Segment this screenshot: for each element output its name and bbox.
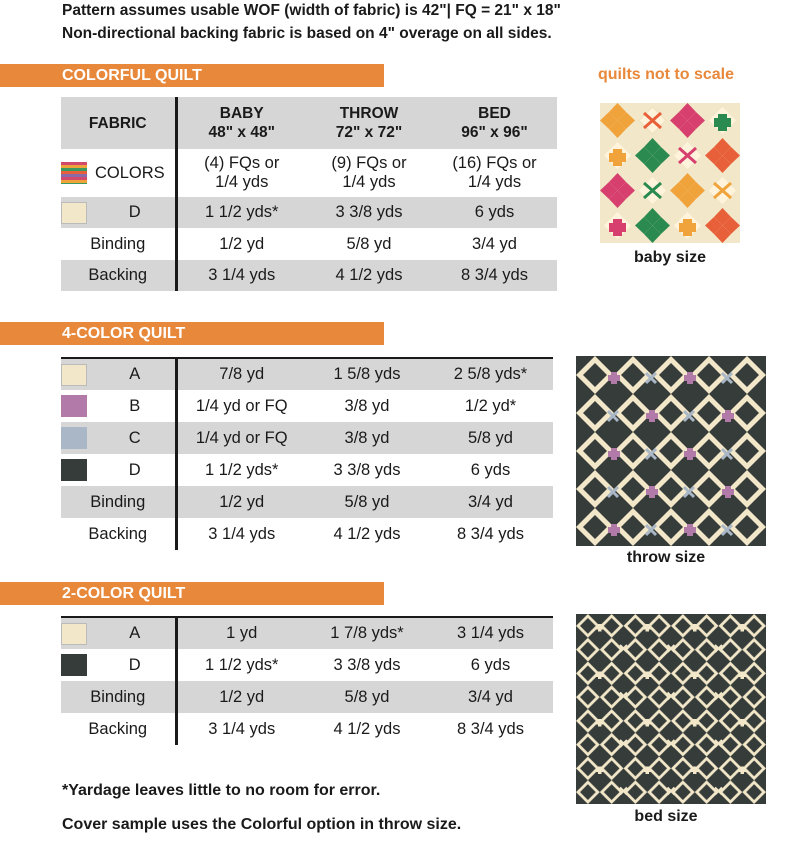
yardage-footnote: *Yardage leaves little to no room for error. (62, 782, 381, 799)
row-label: Binding (61, 228, 176, 260)
cell-baby: 1 1/2 yds* (176, 197, 306, 228)
dark-swatch (61, 654, 87, 676)
row-label: D (128, 460, 141, 479)
cell-bed: 2 5/8 yds* (428, 358, 553, 390)
colors-swatch (61, 162, 87, 184)
cell-bed: 3 1/4 yds (428, 617, 553, 649)
row-label: Backing (61, 518, 176, 550)
cell-baby: 1 yd (176, 617, 306, 649)
row-label: A (129, 624, 141, 642)
cell-baby: 1/2 yd (176, 681, 306, 713)
row-label: Binding (61, 486, 176, 518)
row-label: Backing (61, 713, 176, 745)
cell-bed: 6 yds (432, 197, 557, 228)
cell-throw: 3 3/8 yds (306, 197, 432, 228)
cell-bed-2: 1/4 yds (467, 173, 522, 191)
row-label: D (128, 203, 141, 221)
cell-throw: 5/8 yd (306, 486, 428, 518)
bed-size-caption: bed size (634, 808, 698, 825)
cell-throw: 3/8 yd (344, 396, 390, 415)
baby-size-caption: baby size (633, 249, 707, 266)
cream-swatch (61, 623, 87, 645)
cell-throw: 4 1/2 yds (333, 524, 401, 543)
cover-footnote: Cover sample uses the Colorful option in throw size. (62, 816, 462, 833)
pink-swatch (61, 395, 87, 417)
table-row (61, 518, 553, 550)
table-row (61, 390, 553, 422)
colorful-header-row (61, 97, 557, 149)
table-row (61, 422, 553, 454)
row-label: C (128, 428, 141, 447)
four-color-quilt-table (61, 357, 553, 550)
cell-throw: 4 1/2 yds (306, 260, 432, 291)
cell-throw: 3 3/8 yds (333, 655, 401, 674)
cell-baby: 3 1/4 yds (208, 719, 276, 738)
cell-throw: 1 5/8 yds (306, 358, 428, 390)
two-color-quilt-table (61, 616, 553, 745)
table-row (61, 713, 553, 745)
table-row (61, 617, 553, 649)
colorful-quilt-table (61, 97, 557, 291)
cell-baby: 1/2 yd (176, 486, 306, 518)
table-row (61, 454, 553, 486)
table-row (61, 486, 553, 518)
cell-throw-2: 1/4 yds (342, 173, 396, 191)
cell-baby: 3 1/4 yds (208, 524, 276, 543)
row-label: B (129, 396, 141, 415)
cell-throw: (9) FQs or (331, 154, 407, 172)
colorful-quilt-image (600, 103, 740, 243)
cell-baby: 7/8 yd (176, 358, 306, 390)
cell-bed: 5/8 yd (428, 422, 553, 454)
cell-baby: 3 1/4 yds (176, 260, 306, 291)
cell-throw: 4 1/2 yds (333, 719, 401, 738)
cell-baby: 1 1/2 yds* (205, 460, 279, 479)
cell-throw: 3 3/8 yds (333, 460, 401, 479)
cell-bed: 8 3/4 yds (432, 260, 557, 291)
cell-bed: 3/4 yd (428, 681, 553, 713)
two-color-quilt-image (576, 614, 766, 804)
header-bed: BED 96" x 96" (432, 97, 557, 149)
cell-bed: 8 3/4 yds (457, 524, 524, 543)
table-row (61, 649, 553, 681)
cell-bed: 3/4 yd (428, 486, 553, 518)
four-color-quilt-heading: 4-COLOR QUILT (0, 322, 384, 345)
cell-bed: (16) FQs or (452, 154, 537, 172)
cell-baby: (4) FQs or (204, 154, 280, 172)
row-label: Binding (61, 681, 176, 713)
row-label: COLORS (95, 163, 165, 182)
cell-throw: 3/8 yd (306, 422, 428, 454)
cell-bed: 8 3/4 yds (457, 719, 524, 738)
dark-swatch (61, 459, 87, 481)
cell-throw: 5/8 yd (306, 681, 428, 713)
row-label: Backing (61, 260, 176, 291)
cell-baby: 1 1/2 yds* (205, 655, 279, 674)
header-baby: BABY 48" x 48" (176, 97, 306, 149)
cream-swatch (61, 364, 87, 386)
row-label: D (128, 655, 141, 674)
cell-baby: 1/2 yd (219, 234, 265, 253)
header-throw: THROW 72" x 72" (306, 97, 432, 149)
cell-bed: 3/4 yd (472, 234, 517, 253)
cell-throw: 5/8 yd (346, 234, 392, 253)
cell-baby: 1/4 yd or FQ (176, 422, 306, 454)
table-row (61, 358, 553, 390)
cream-swatch (61, 202, 87, 224)
cell-bed: 6 yds (470, 655, 511, 674)
colorful-quilt-heading: COLORFUL QUILT (0, 64, 384, 87)
cell-throw: 1 7/8 yds* (306, 617, 428, 649)
cell-baby: 1/4 yd or FQ (195, 396, 288, 415)
table-row (61, 228, 557, 260)
row-label: A (129, 365, 141, 383)
intro-line-2: Non-directional backing fabric is based on 4" overage on all sides. (62, 25, 552, 42)
blue-swatch (61, 427, 87, 449)
two-color-quilt-heading: 2-COLOR QUILT (0, 582, 384, 605)
cell-baby-2: 1/4 yds (215, 173, 269, 191)
throw-size-caption: throw size (626, 549, 706, 566)
header-fabric: FABRIC (61, 97, 176, 149)
scale-note: quilts not to scale (598, 66, 735, 83)
table-row (61, 149, 557, 197)
table-row (61, 681, 553, 713)
cell-bed: 1/2 yd* (464, 396, 517, 415)
table-row (61, 260, 557, 291)
cell-bed: 6 yds (470, 460, 511, 479)
table-row (61, 197, 557, 228)
four-color-quilt-image (576, 356, 766, 546)
intro-line-1: Pattern assumes usable WOF (width of fabric) is 42"| FQ = 21" x 18" (62, 2, 561, 19)
